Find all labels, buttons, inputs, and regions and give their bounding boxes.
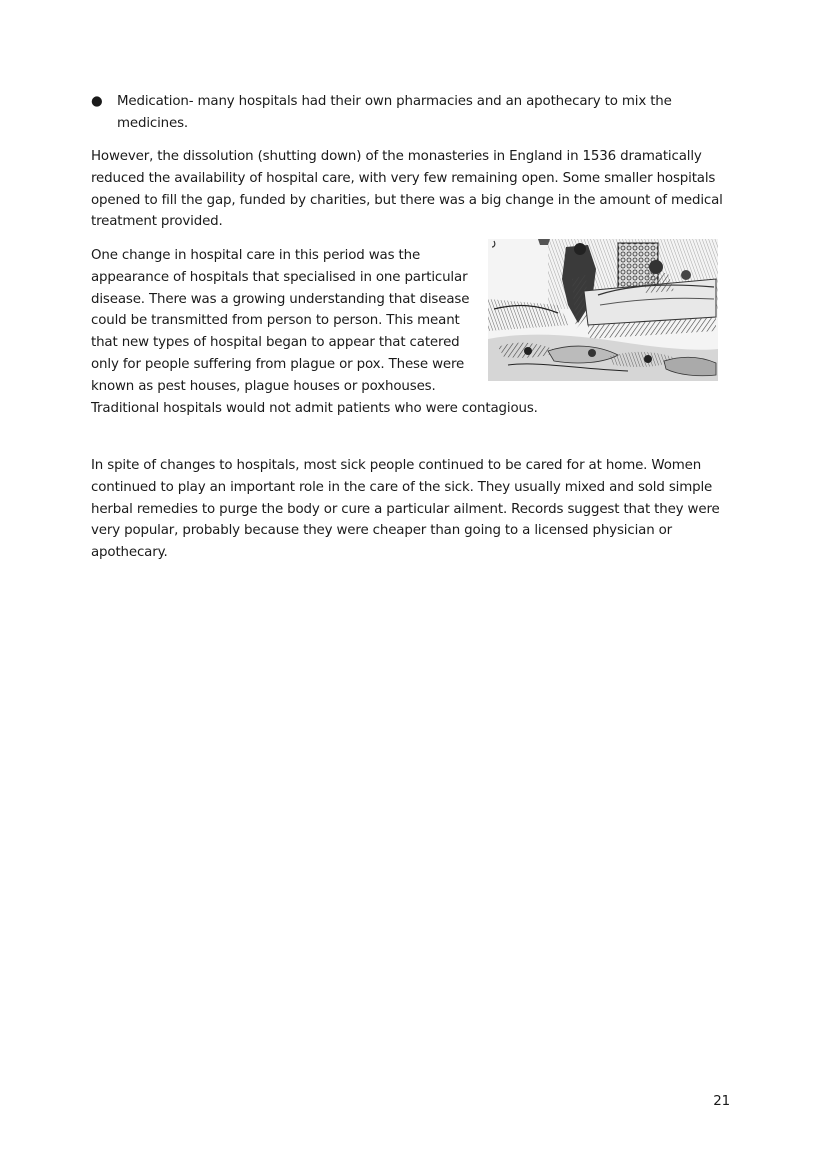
woodcut-hospital-illustration <box>488 239 718 381</box>
paragraph-specialised-text: One change in hospital care in this period was the appearance of hospitals that specialised in one particular disease. There was a growing understanding that disease could be transmitted from person to person. This meant that new types of hospital began to appear that catered only for people suffering from plague or pox. These were known as pest houses, plague houses or poxhouses. Traditional hospitals would not admit patients who were contagious. <box>91 248 538 416</box>
bullet-marker: ● <box>91 94 103 109</box>
paragraph-home-care: In spite of changes to hospitals, most sick people continued to be cared for at home. Women continued to play an important role in the care of the sick. They usually mixed and sold simple herbal remedies to purge the body or cure a particular ailment. Records suggest that they were very popular, probably because they were cheaper than going to a licensed physician or apothecary. <box>91 458 720 561</box>
bullet-text: Medication- many hospitals had their own pharmacies and an apothecary to mix the medicines. <box>117 94 672 131</box>
page-number: 21 <box>713 1094 730 1109</box>
woodcut-hospital-icon <box>488 239 718 381</box>
paragraph-specialised-hospitals <box>91 245 737 419</box>
paragraph-dissolution: However, the dissolution (shutting down) of the monasteries in England in 1536 dramatically reduced the availability of hospital care, with very few remaining open. Some smaller hospitals opened to fill the gap, funded by charities, but there was a big change in the amount of medical treatment provided. <box>91 149 723 230</box>
